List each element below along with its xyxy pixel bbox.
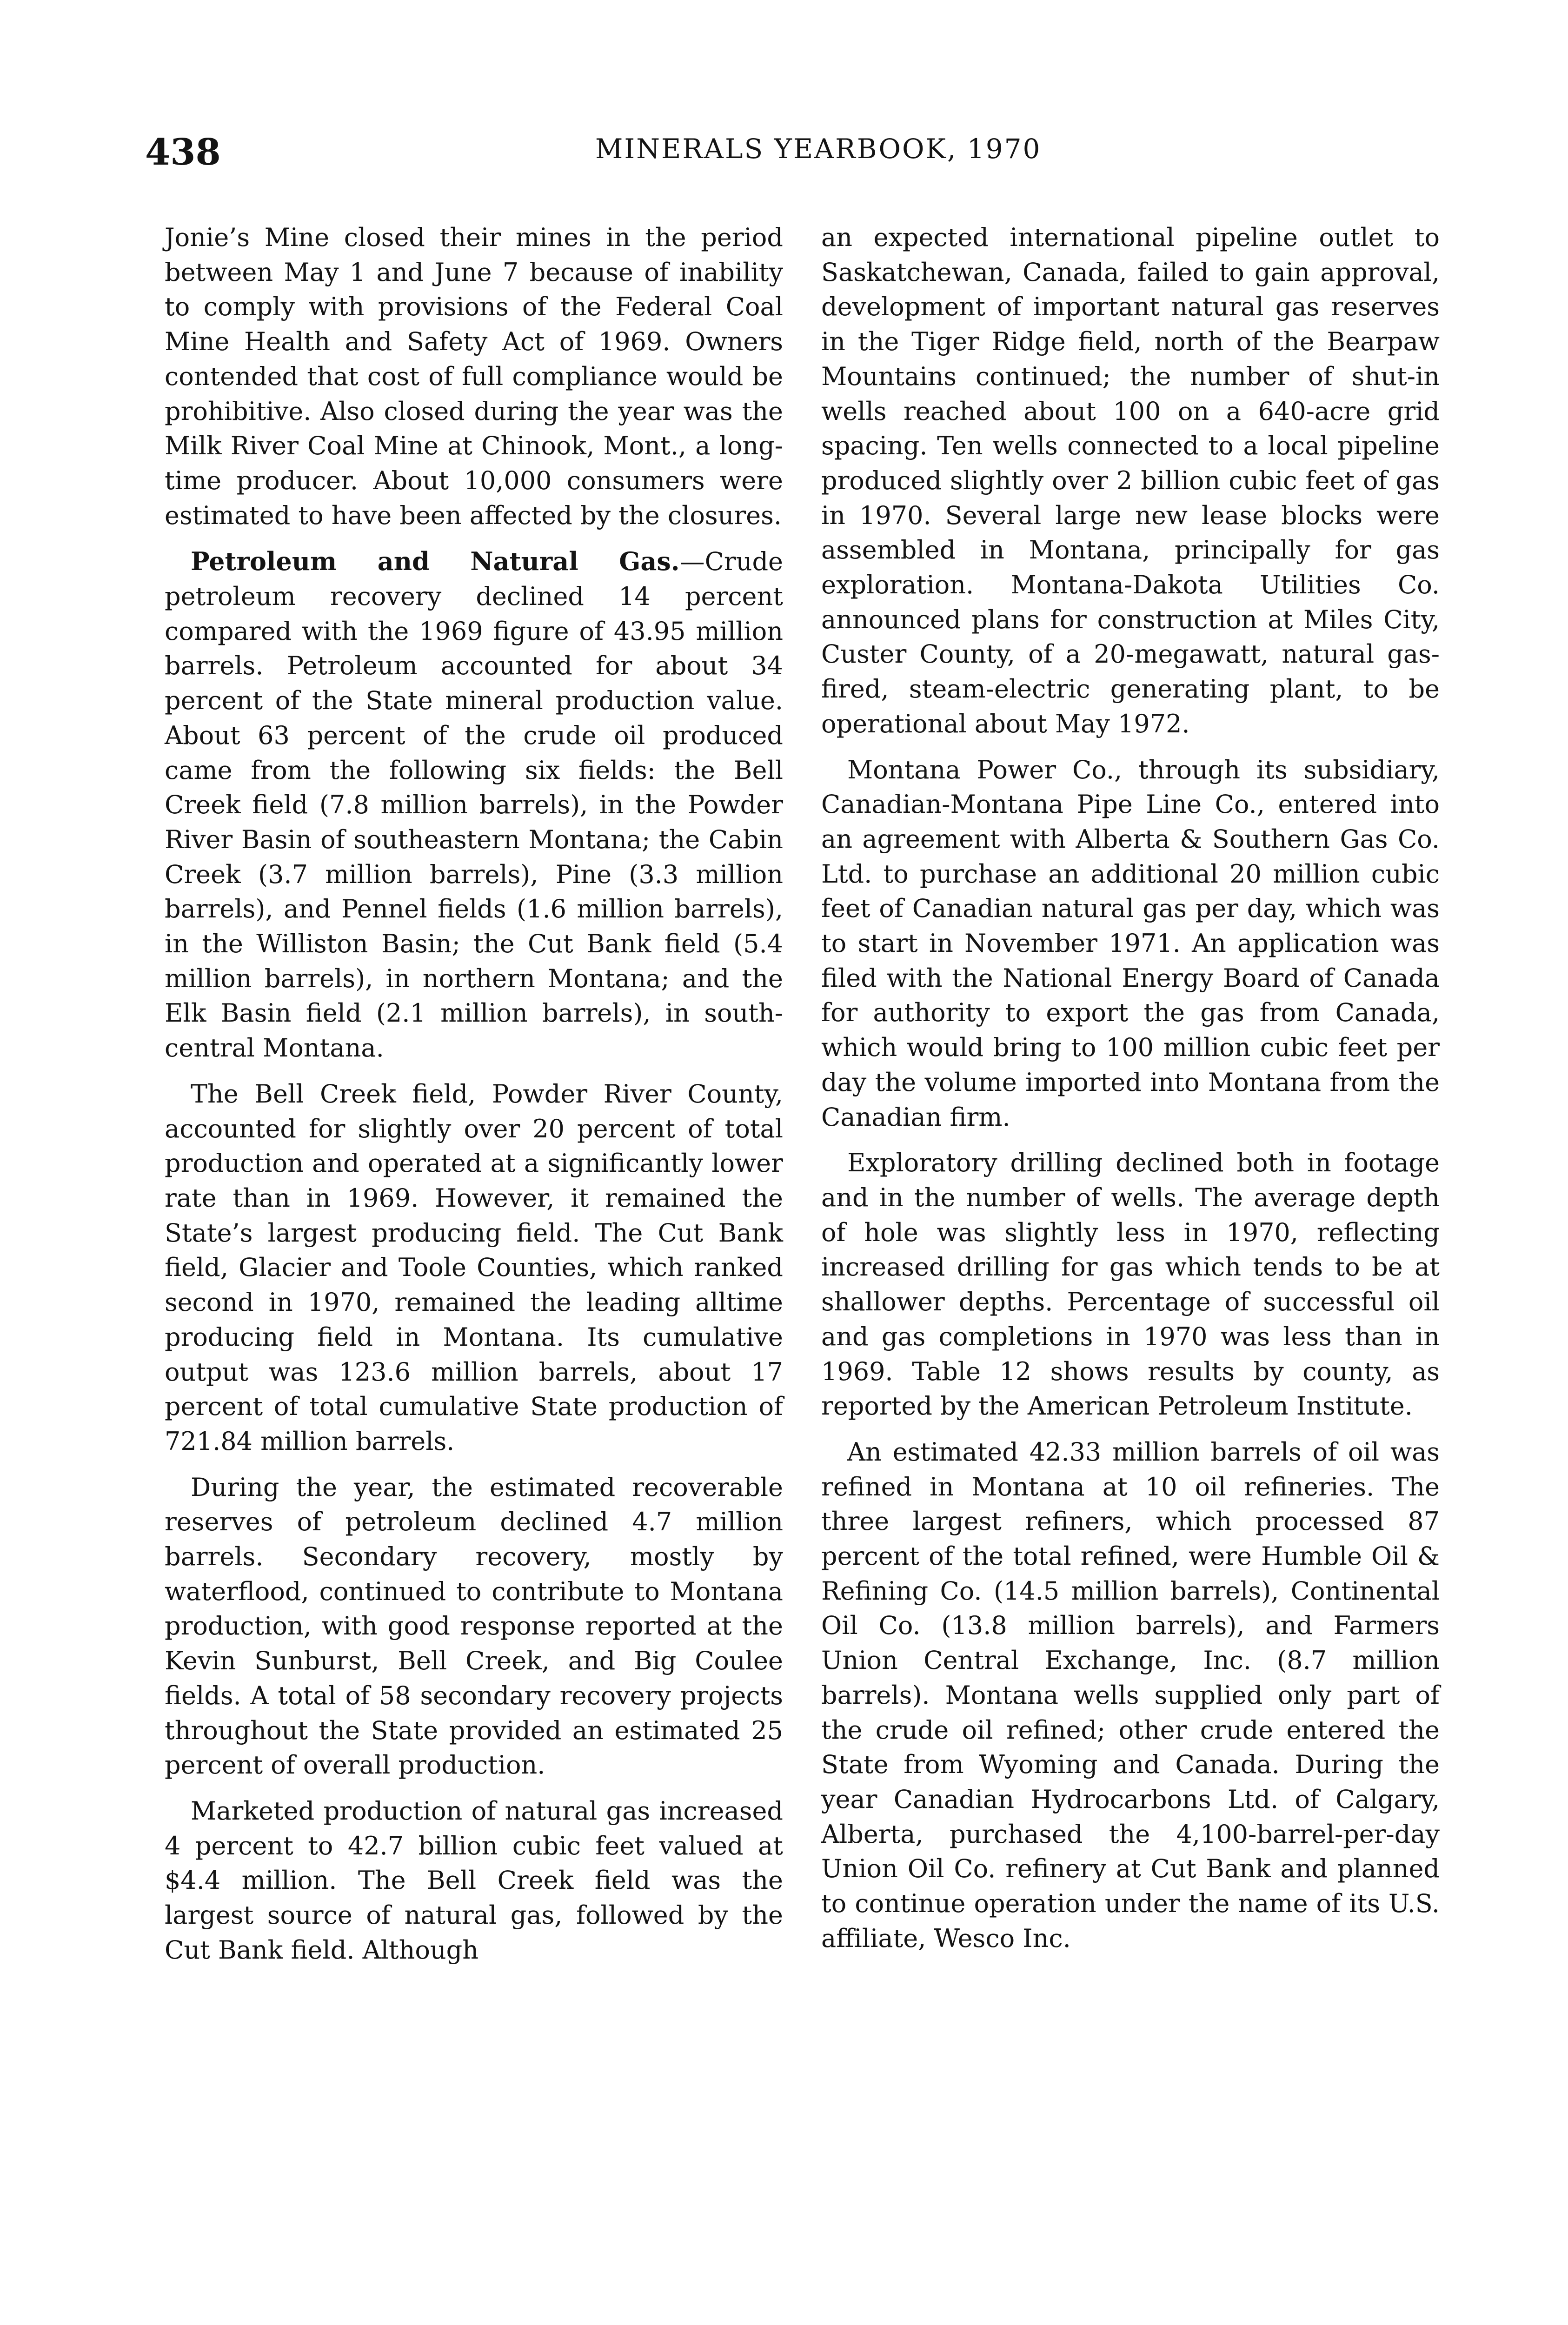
paragraph-exploratory-drilling: Exploratory drilling declined both in footage and in the number of wells. The average depth of hole was slightly less in 1970, reflecting increased drilling for gas which tends to be at shallower depths. Percentage of successful oil and gas completions in 1970 was less than in 1969. Table 12 shows results by county, as reported by the American Petroleum Institute. [821,1148,1440,1421]
paragraph-mine-closures: Jonie’s Mine closed their mines in the period between May 1 and June 7 because of inability to comply with provisions of the Federal Coal Mine Health and Safety Act of 1969. Owners contended that cost of full compliance would be prohibitive. Also closed during the year was the Milk River Coal Mine at Chinook, Mont., a long-time producer. About 10,000 consumers were estimated to have been affected by the closures. [165,223,783,530]
paragraph-natural-gas: Marketed production of natural gas increased 4 percent to 42.7 billion cubic feet valued at $4.4 million. The Bell Creek field was the largest source of natural gas, followed by the Cut Bank field. Although [165,1796,783,1965]
section-heading-petroleum: Petroleum and Natural Gas. [191,546,680,577]
paragraph-bell-creek: The Bell Creek field, Powder River County, accounted for slightly over 20 percent of total production and operated at a significantly lower rate than in 1969. However, it remained the State’s largest producing field. The Cut Bank field, Glacier and Toole Counties, which ranked second in 1970, remained the leading alltime producing field in Montana. Its cumulative output was 123.6 million barrels, about 17 percent of total cumulative State production of 721.84 million barrels. [165,1079,783,1456]
paragraph-refining: An estimated 42.33 million barrels of oil was refined in Montana at 10 oil refineries. The three largest refiners, which processed 87 percent of the total refined, were Humble Oil & Refining Co. (14.5 million barrels), Continental Oil Co. (13.8 million barrels), and Farmers Union Central Exchange, Inc. (8.7 million barrels). Montana wells supplied only part of the crude oil refined; other crude entered the State from Wyoming and Canada. During the year Canadian Hydrocarbons Ltd. of Calgary, Alberta, purchased the 4,100-barrel-per-day Union Oil Co. refinery at Cut Bank and planned to continue operation under the name of its U.S. affiliate, Wesco Inc. [821,1437,1440,1953]
paragraph-montana-power: Montana Power Co., through its subsidiary, Canadian-Montana Pipe Line Co., entered into an agreement with Alberta & Southern Gas Co. Ltd. to purchase an additional 20 million cubic feet of Canadian natural gas per day, which was to start in November 1971. An application was filed with the National Energy Board of Canada for authority to export the gas from Canada, which would bring to 100 million cubic feet per day the volume imported into Montana from the Canadian firm. [821,755,1440,1132]
paragraph-pipeline: an expected international pipeline outlet to Saskatchewan, Canada, failed to gain approval, development of important natural gas reserves in the Tiger Ridge field, north of the Bearpaw Mountains continued; the number of shut-in wells reached about 100 on a 640-acre grid spacing. Ten wells connected to a local pipeline produced slightly over 2 billion cubic feet of gas in 1970. Several large new lease blocks were assembled in Montana, principally for gas exploration. Montana-Dakota Utilities Co. announced plans for construction at Miles City, Custer County, of a 20-megawatt, natural gas-fired, steam-electric generating plant, to be operational about May 1972. [821,223,1440,738]
paragraph-petroleum-natural-gas [165,544,783,1066]
running-head: MINERALS YEARBOOK, 1970 [595,133,1042,165]
right-column [821,220,1440,1967]
page-number: 438 [145,131,221,173]
paragraph-reserves: During the year, the estimated recoverable reserves of petroleum declined 4.7 million barrels. Secondary recovery, mostly by waterflood, continued to contribute to Montana production, with good response reported at the Kevin Sunburst, Bell Creek, and Big Coulee fields. A total of 58 secondary recovery projects throughout the State provided an estimated 25 percent of overall production. [165,1472,783,1780]
paragraph-petroleum-body: —Crude petroleum recovery declined 14 percent compared with the 1969 figure of 43.95 million barrels. Petroleum accounted for about 34 percent of the State mineral production value. About 63 percent of the crude oil produced came from the following six fields: the Bell Creek field (7.8 million barrels), in the Powder River Basin of southeastern Montana; the Cabin Creek (3.7 million barrels), Pine (3.3 million barrels), and Pennel fields (1.6 million barrels), in the Williston Basin; the Cut Bank field (5.4 million barrels), in northern Montana; and the Elk Basin field (2.1 million barrels), in south-central Montana. [165,547,783,1063]
left-column [165,220,783,1979]
